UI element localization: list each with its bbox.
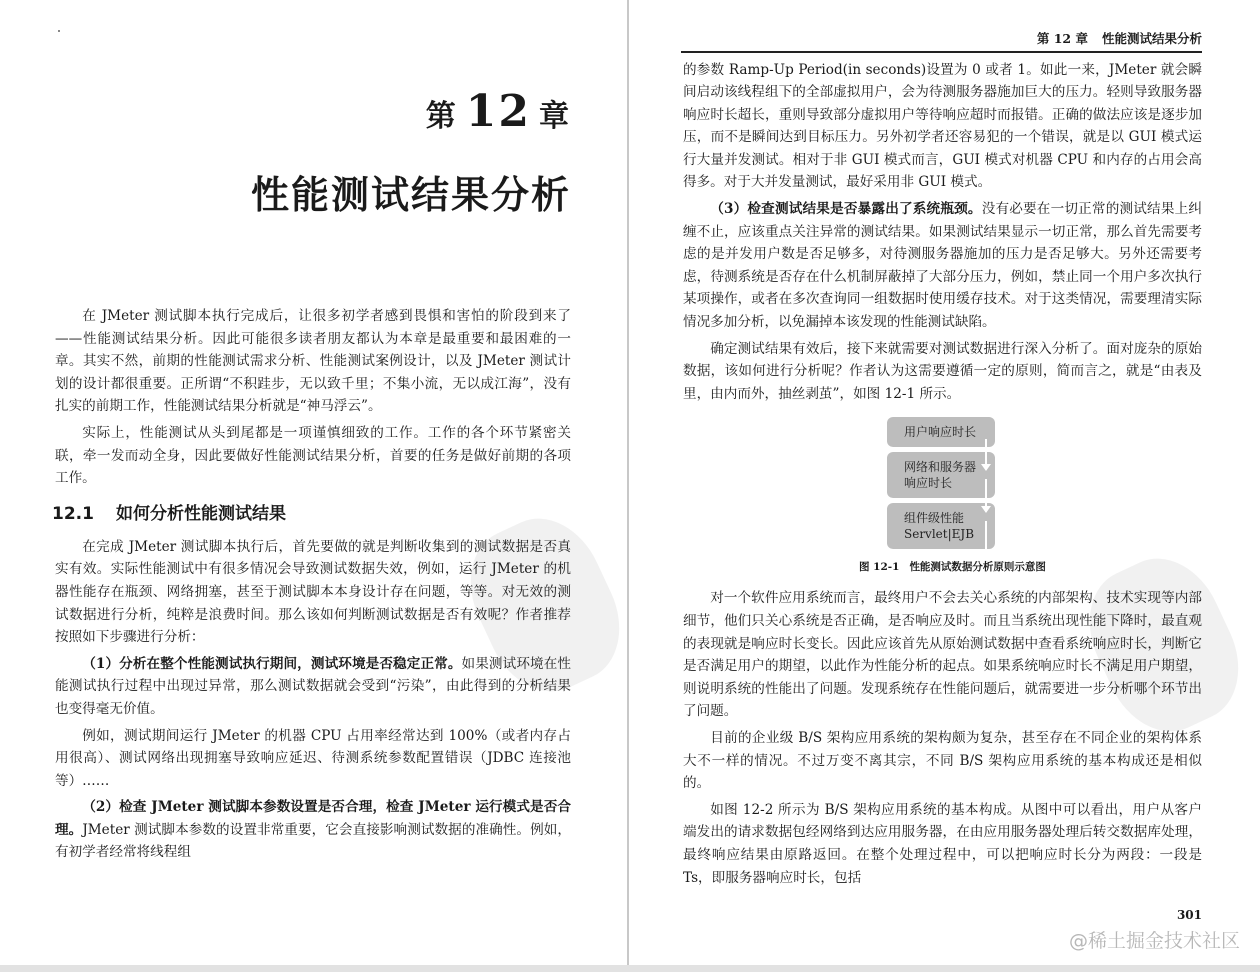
running-head-title: 性能测试结果分析 [1101,31,1202,46]
left-body-text [52,305,571,864]
figure-caption [859,559,1202,575]
diagram-box-component [887,503,995,549]
right-page-content [683,0,1240,953]
body-paragraph: 对一个软件应用系统而言，最终用户不会去关心系统的内部架构、技术实现等内部细节，他们只关心系统是否正确，是否响应及时。而且当系统出现性能下降时，最直观的表现就是响应时长变长。因此应该首先从原始测试数据中查看系统响应时长，判断它是否满足用户的期望，以此作为性能分析的起点。如果系统响应时长不满足用户期望，则说明系统的性能出了问题。发现系统存在性能问题后，就需要进一步分析哪个环节出了问题。 [683,590,1202,720]
paragraph-text: JMeter 测试脚本参数的设置非常重要，它会直接影响测试数据的准确性。例如，有初学者经常将线程组 [55,821,571,861]
paragraph-text: 的参数 Ramp-Up Period(in seconds)设置为 0 或者 1。如此一来，JMeter 就会瞬间启动该线程组下的全部虚拟用户，会为待测服务器施加巨大的压力。轻则导致服务器响应时长超长，重则导致部分虚拟用户等待响应超时而报错。正确的做法应该是逐步加压，而不是瞬间达到目标压力。另外初学者还容易犯的一个错误，就是以 GUI 模式运行大量并发测试。相对于非 GUI 模式而言，GUI 模式对机器 CPU 和内存的占用会高得多。对于大并发量测试，最好采用非 GUI 模式。 [683,61,1202,191]
section-number: 12.1 [52,503,94,524]
viewer-bottom-strip [0,965,1260,972]
body-paragraph [55,725,571,793]
intro-paragraph: 实际上，性能测试从头到尾都是一项谨慎细致的工作。工作的各个环节紧密关联，牵一发而动全身，因此要做好性能测试结果分析，首要的任务是做好前期的各项工作。 [55,424,571,487]
paragraph-lead: （2）检查 JMeter 测试脚本参数设置是否合理，检查 JMeter 运行模式是否合理。 [55,799,571,838]
paragraph-text: 确定测试结果有效后，接下来就需要对测试数据进行深入分析了。面对庞杂的原始数据，该如何进行分析呢？作者认为这需要遵循一定的原则，简而言之，就是“由表及里，由内而外，抽丝剥茧”，如图 12-1 所示。 [683,340,1202,402]
right-body-bottom [683,587,1202,889]
box-label: Servlet|EJB [904,527,975,542]
chapter-prefix: 第 [425,99,458,134]
paragraph-text: 没有必要在一切正常的测试结果上纠缠不止，应该重点关注异常的测试结果。如果测试结果显示一切正常，那么首先需要考虑的是并发用户数是否足够多，对待测服务器施加的压力是否足够大。另外还需要考虑，待测系统是否存在什么机制屏蔽掉了大部分压力，例如，禁止同一个用户多次执行某项操作，或者在多次查询同一组数据时使用缓存技术。对于这类情况，需要理清实际情况多加分析，以免漏掉本该发现的性能测试缺陷。 [683,201,1202,331]
diagram-box-network-server [887,452,995,498]
page-number: 301 [1176,908,1202,923]
paragraph-text: 例如，测试期间运行 JMeter 的机器 CPU 占用率经常达到 100%（或者内存占用很高）、测试网络出现拥塞导致响应延迟、待测系统参数配置错误（JDBC 连接池等）…… [55,727,571,789]
down-arrow-icon [985,521,987,551]
body-paragraph [683,59,1202,195]
body-paragraph [55,653,571,721]
section-title: 如何分析性能测试结果 [115,503,286,524]
diagram-box-user-response [887,417,995,447]
body-paragraph [683,338,1202,406]
paragraph-lead: （3）检查测试结果是否暴露出了系统瓶颈。 [710,201,982,218]
body-paragraph [55,536,571,649]
right-body-top [683,59,1202,406]
down-arrow-icon [985,479,987,507]
box-label: 网络和服务器 [904,460,977,475]
paragraph-text: 如果测试环境在性能测试执行过程中出现过异常，那么测试数据就会受到“污染”，由此得到的分析结果也变得毫无价值。 [55,655,571,717]
chapter-number [55,0,571,141]
left-page [0,0,627,965]
box-label: 响应时长 [904,476,953,491]
chapter-number-value: 12 [465,86,531,137]
right-page [629,0,1260,965]
figure-12-1-diagram [887,417,997,549]
left-page-content [52,0,571,864]
caption-text: 性能测试数据分析原则示意图 [909,561,1046,574]
running-head [683,0,1202,48]
caption-number: 图 12-1 [859,561,900,574]
header-rule [681,51,1202,53]
section-heading [52,502,571,526]
running-head-chapter: 第 12 章 [1036,31,1088,46]
box-label: 组件级性能 [904,511,965,526]
site-watermark: @稀土掘金技术社区 [1068,930,1240,953]
box-label: 用户响应时长 [904,425,977,440]
body-paragraph: 如图 12-2 所示为 B/S 架构应用系统的基本构成。从图中可以看出，用户从客户端发出的请求数据包经网络到达应用服务器，在由应用服务器处理后转交数据库处理，最终响应结果由原路返回。在整个处理过程中，可以把响应时长分为两段：一段是 Ts，即服务器响应时长，包括 [683,801,1202,886]
intro-paragraph: 在 JMeter 测试脚本执行完成后，让很多初学者感到畏惧和害怕的阶段到来了——性能测试结果分析。因此可能很多读者朋友都认为本章是最重要和最困难的一章。其实不然，前期的性能测试需求分析、性能测试案例设计，以及 JMeter 测试计划的设计都很重要。正所谓“不积跬步，无以致千里；不集小流，无以成江海”，没有扎实的前期工作，性能测试结果分析就是“神马浮云”。 [55,308,571,415]
chapter-title: 性能测试结果分析 [250,173,571,217]
paragraph-text: 在完成 JMeter 测试脚本执行后，首先要做的就是判断收集到的测试数据是否真实有效。实际性能测试中有很多情况会导致测试数据失效，例如，运行 JMeter 的机器性能存在瓶颈、网络拥塞，甚至于测试脚本本身设计存在问题，等等。对无效的测试数据进行分析，纯粹是浪费时间。那么该如何判断测试数据是否有效呢？作者推荐按照如下步骤进行分析： [55,538,571,646]
body-paragraph [55,796,571,864]
down-arrow-icon [985,439,987,465]
chapter-suffix: 章 [539,99,571,134]
body-paragraph [683,198,1202,334]
body-paragraph: 目前的企业级 B/S 架构应用系统的架构颇为复杂，甚至存在不同企业的架构体系大不一样的情况。不过万变不离其宗，不同 B/S 架构应用系统的基本构成还是相似的。 [683,729,1202,792]
paragraph-lead: （1）分析在整个性能测试执行期间，测试环境是否稳定正常。 [82,655,462,672]
